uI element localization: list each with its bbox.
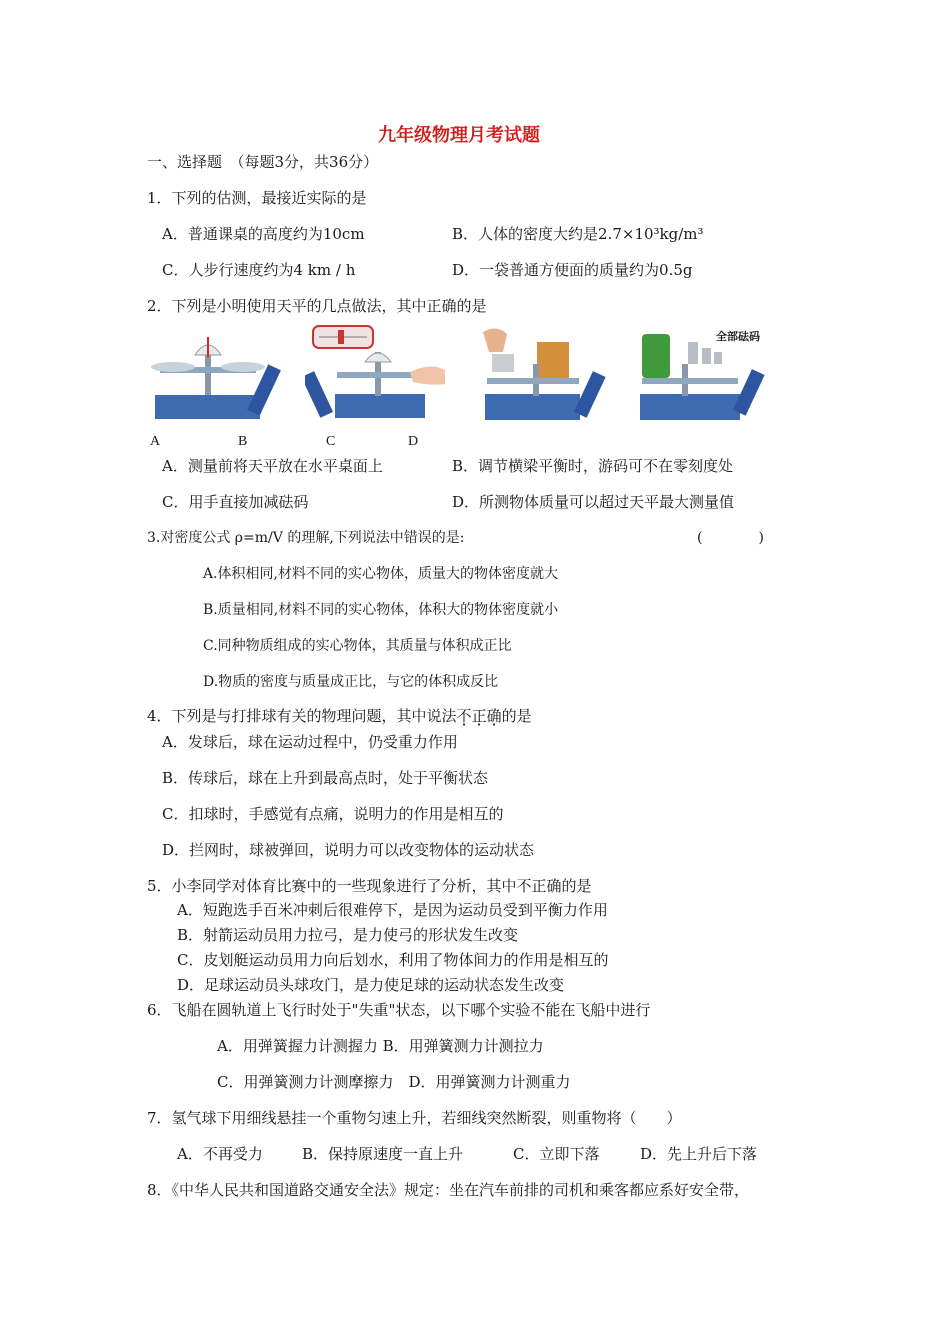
q5-option-a: A．短跑选手百米冲刺后很难停下，是因为运动员受到平衡力作用 — [177, 901, 608, 919]
page-title: 九年级物理月考试题 — [378, 125, 540, 146]
q5-stem: 5．小李同学对体育比赛中的一些现象进行了分析，其中不正确的是 — [147, 877, 592, 895]
q5-option-d: D．足球运动员头球攻门，是力使足球的运动状态发生改变 — [177, 976, 565, 994]
balance-figure-a — [145, 325, 285, 425]
emphasis-dot: 不 — [456, 707, 472, 725]
q2-option-a: A．测量前将天平放在水平桌面上 — [162, 457, 383, 475]
q4-stem: 4．下列是与打排球有关的物理问题，其中说法不正确的是 — [147, 707, 532, 725]
emphasis-dot: 确 — [486, 707, 502, 725]
q1-option-c: C．人步行速度约为4 km / h — [162, 261, 356, 279]
balance-figure-b — [305, 322, 450, 427]
q3-answer-bracket: ( ) — [697, 530, 764, 546]
fig-label-c: C — [326, 434, 336, 449]
q7-option-d: D．先上升后下落 — [640, 1145, 758, 1163]
balance-figure-c — [475, 322, 615, 427]
q2-option-b: B．调节横梁平衡时，游码可不在零刻度处 — [452, 457, 734, 475]
q8-stem: 8．《中华人民共和国道路交通安全法》规定：坐在汽车前排的司机和乘客都应系好安全带， — [147, 1181, 750, 1199]
q2-option-d: D．所测物体质量可以超过天平最大测量值 — [452, 493, 735, 511]
q4-option-a: A．发球后，球在运动过程中，仍受重力作用 — [162, 733, 458, 751]
q5-option-b: B．射箭运动员用力拉弓，是力使弓的形状发生改变 — [177, 926, 519, 944]
q7-option-c: C．立即下落 — [513, 1145, 600, 1163]
q4-option-b: B．传球后，球在上升到最高点时，处于平衡状态 — [162, 769, 489, 787]
figure-d-caption: 全部砝码 — [716, 330, 760, 343]
q1-option-b: B．人体的密度大约是2.7×10³kg/m³ — [452, 225, 704, 243]
q2-stem: 2．下列是小明使用天平的几点做法，其中正确的是 — [147, 297, 487, 315]
fig-label-a: A — [150, 434, 161, 449]
q6-options-ab: A．用弹簧握力计测握力 B．用弹簧测力计测拉力 — [217, 1037, 544, 1055]
q5-option-c: C．皮划艇运动员用力向后划水，利用了物体间力的作用是相互的 — [177, 951, 609, 969]
q1-stem: 1．下列的估测，最接近实际的是 — [147, 189, 367, 207]
q3-option-b: B.质量相同,材料不同的实心物体，体积大的物体密度就小 — [203, 602, 559, 618]
q2-option-c: C．用手直接加减砝码 — [162, 493, 309, 511]
q3-option-a: A.体积相同,材料不同的实心物体，质量大的物体密度就大 — [203, 566, 559, 582]
q1-option-a: A．普通课桌的高度约为10cm — [162, 225, 365, 243]
q1-option-d: D．一袋普通方便面的质量约为0.5g — [452, 261, 693, 279]
q7-option-a: A．不再受力 — [177, 1145, 263, 1163]
q4-option-d: D．拦网时，球被弹回，说明力可以改变物体的运动状态 — [162, 841, 535, 859]
q6-stem: 6．飞船在圆轨道上飞行时处于"失重"状态，以下哪个实验不能在飞船中进行 — [147, 1001, 651, 1019]
q4-option-c: C．扣球时，手感觉有点痛，说明力的作用是相互的 — [162, 805, 504, 823]
emphasis-dot: 正 — [471, 707, 487, 725]
q7-stem: 7．氢气球下用细线悬挂一个重物匀速上升，若细线突然断裂，则重物将（ ） — [147, 1109, 682, 1127]
fig-label-b: B — [238, 434, 248, 449]
q7-option-b: B．保持原速度一直上升 — [302, 1145, 464, 1163]
q6-options-cd: C．用弹簧测力计测摩擦力 D．用弹簧测力计测重力 — [217, 1073, 571, 1091]
q3-option-d: D.物质的密度与质量成正比，与它的体积成反比 — [203, 674, 499, 690]
q3-option-c: C.同种物质组成的实心物体，其质量与体积成正比 — [203, 638, 512, 654]
fig-label-d: D — [408, 434, 419, 449]
q3-stem: 3.对密度公式 ρ=m/V 的理解,下列说法中错误的是: — [147, 530, 465, 546]
section-heading: 一、选择题 （每题3分，共36分） — [147, 153, 379, 171]
